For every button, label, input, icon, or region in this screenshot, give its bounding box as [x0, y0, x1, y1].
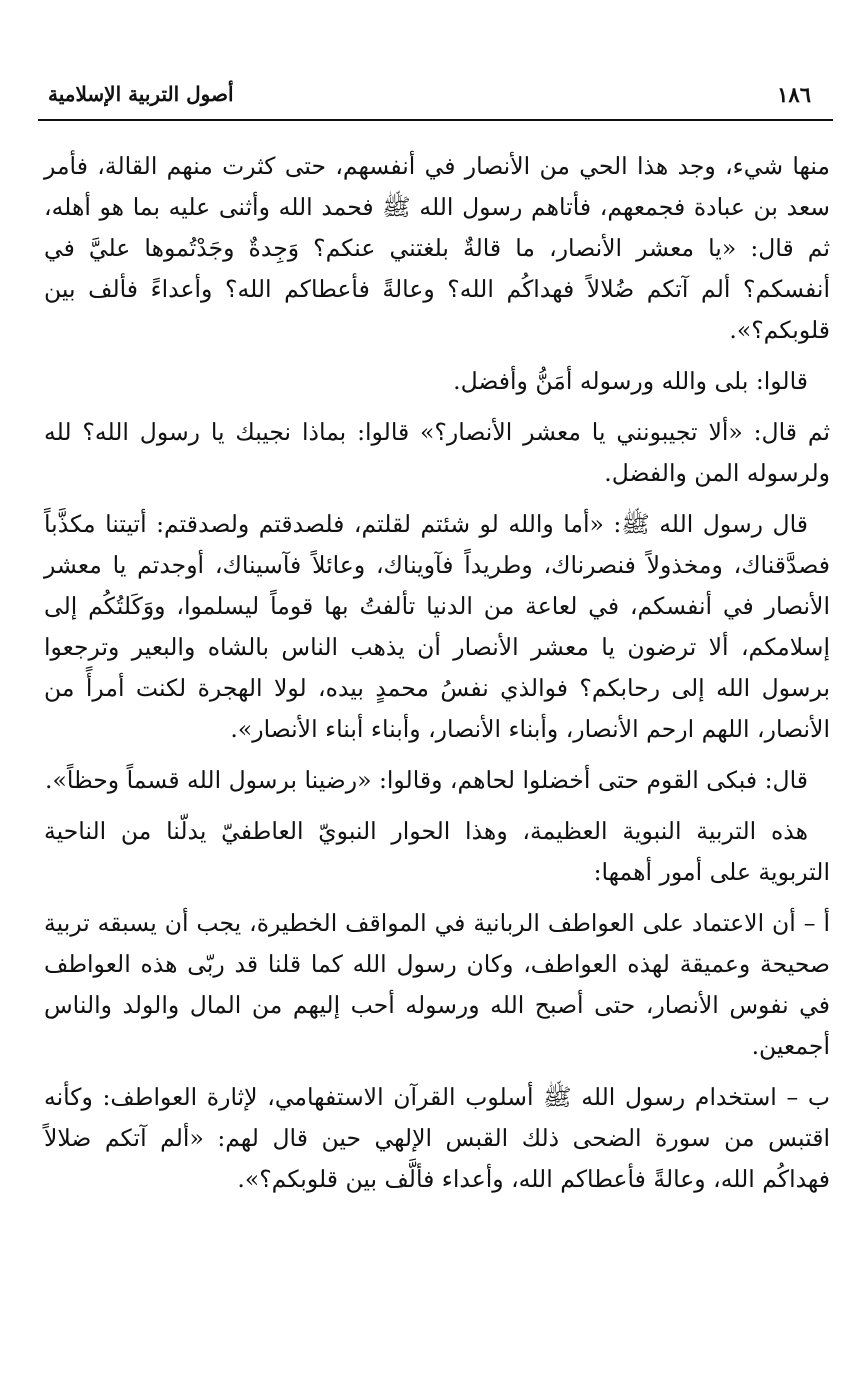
running-title: أصول التربية الإسلامية	[48, 82, 234, 106]
paragraph-ansar-reply: قالوا: بلى والله ورسوله أمَنُّ وأفضل.	[453, 367, 808, 395]
page-body	[44, 146, 830, 1200]
header-rule	[38, 119, 833, 121]
paragraph-lesson-b: ب – استخدام رسول الله ﷺ أسلوب القرآن الاستفهامي، لإثارة العواطف: وكأنه اقتبس من سورة الضحى ذلك القبس الإلهي حين قال لهم: «ألم آتكم ضلالاً فهداكُم الله، وعالةً فأعطاكم الله، وأعداء فألَّف بين قلوبكم؟».	[44, 1083, 830, 1193]
paragraph-narrative: منها شيء، وجد هذا الحي من الأنصار في أنفسهم، حتى كثرت منهم القالة، فأمر سعد بن عبادة فجمعهم، فأتاهم رسول الله ﷺ فحمد الله وأثنى عليه بما هو أهله، ثم قال: «يا معشر الأنصار، ما قالةٌ بلغتني عنكم؟ وَجِدةٌ وجَدْتُموها عليَّ في أنفسكم؟ ألم آتكم ضُلالاً فهداكُم الله؟ وعالةً فأعطاكم الله؟ وأعداءً فألف بين قلوبكم؟».	[44, 152, 830, 344]
paragraph-prophet-question: ثم قال: «ألا تجيبونني يا معشر الأنصار؟» قالوا: بماذا نجيبك يا رسول الله؟ لله ولرسوله المن والفضل.	[44, 418, 830, 487]
page-number: ١٨٦	[777, 82, 811, 107]
paragraph-lesson-a: أ – أن الاعتماد على العواطف الربانية في المواقف الخطيرة، يجب أن يسبقه تربية صحيحة وعميقة لهذه العواطف، وكان رسول الله كما قلنا قد ربّى هذه العواطف في نفوس الأنصار، حتى أصبح الله ورسوله أحب إليهم من المال والولد والناس أجمعين.	[44, 909, 830, 1060]
paragraph-ansar-weeping: قال: فبكى القوم حتى أخضلوا لحاهم، وقالوا: «رضينا برسول الله قسماً وحظاً».	[44, 766, 808, 794]
page-header	[38, 82, 833, 116]
paragraph-lessons-intro: هذه التربية النبوية العظيمة، وهذا الحوار النبويّ العاطفيّ يدلّنا من الناحية التربوية على أمور أهمها:	[44, 817, 830, 886]
paragraph-prophet-speech: قال رسول الله ﷺ: «أما والله لو شئتم لقلتم، فلصدقتم ولصدقتم: أتيتنا مكذَّباً فصدَّقناك، ومخذولاً فنصرناك، وطريداً فآويناك، وعائلاً فآسيناك، أوجدتم يا معشر الأنصار في أنفسكم، في لعاعة من الدنيا تألفتُ بها قوماً ليسلموا، ووَكَلتُكُم إلى إسلامكم، ألا ترضون يا معشر الأنصار أن يذهب الناس بالشاه والبعير وترجعوا برسول الله إلى رحابكم؟ فوالذي نفسُ محمدٍ بيده، لولا الهجرة لكنت أمرأً من الأنصار، اللهم ارحم الأنصار، وأبناء الأنصار، وأبناء أبناء الأنصار».	[44, 510, 830, 743]
